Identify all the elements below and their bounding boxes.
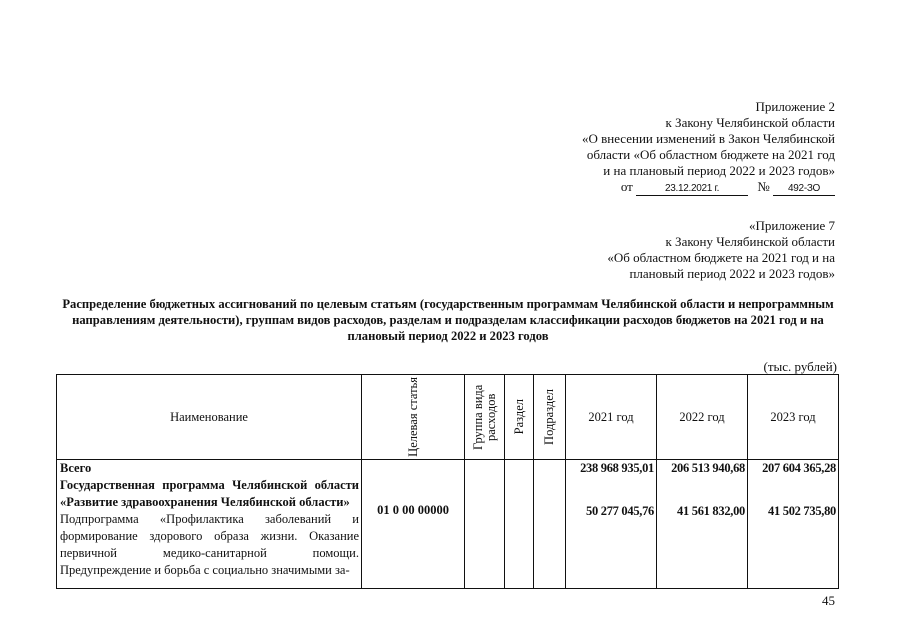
- appendix-7-header: [607, 218, 835, 282]
- total-label: Всего: [60, 461, 92, 475]
- appendix-line: и на плановый период 2022 и 2023 годов»: [603, 163, 835, 178]
- appendix-line: плановый период 2022 и 2023 годов»: [629, 266, 835, 281]
- total-2021: 238 968 935,01: [580, 461, 654, 475]
- table-row: [57, 460, 839, 589]
- header-row: [57, 375, 839, 460]
- from-label: от: [620, 179, 633, 194]
- number-label: №: [757, 179, 770, 194]
- total-2022: 206 513 940,68: [671, 461, 745, 475]
- appendix-line: «О внесении изменений в Закон Челябинской: [581, 131, 835, 146]
- total-2023: 207 604 365,28: [762, 461, 836, 475]
- header-2022: 2022 год: [657, 375, 748, 460]
- appendix-line: к Закону Челябинской области: [665, 234, 835, 249]
- header-section: Раздел: [505, 375, 534, 460]
- law-number: 492-ЗО: [773, 183, 835, 196]
- appendix-line: «Об областном бюджете на 2021 год и на: [607, 250, 835, 265]
- header-2023: 2023 год: [748, 375, 839, 460]
- amount-2022-cell: [657, 460, 748, 589]
- program-label: Государственная программа Челябинской области «Развитие здравоохранения Челябинской области»: [60, 478, 359, 509]
- section-cell: [505, 460, 534, 589]
- appendix-line: области «Об областном бюджете на 2021 год: [586, 147, 835, 162]
- target-code-cell: 01 0 00 00000: [362, 460, 465, 589]
- appendix-line: к Закону Челябинской области: [665, 115, 835, 130]
- program-2023: 41 502 735,80: [768, 504, 836, 518]
- document-title: Распределение бюджетных ассигнований по целевым статьям (государственным программам Челябинской области и непрограммным направлениям деятельности), группам видов расходов, разделам и подразделам классификации расходов бюджетов на 2021 год и на плановый период 2022 и 2023 годов: [62, 297, 834, 343]
- amount-2023-cell: [748, 460, 839, 589]
- group-cell: [465, 460, 505, 589]
- header-subsection: Подраздел: [534, 375, 566, 460]
- program-2022: 41 561 832,00: [677, 504, 745, 518]
- appendix-line: Приложение 2: [755, 99, 835, 114]
- law-date: 23.12.2021 г.: [636, 183, 748, 196]
- program-2021: 50 277 045,76: [586, 504, 654, 518]
- subsection-cell: [534, 460, 566, 589]
- units-label: (тыс. рублей): [763, 359, 837, 374]
- appendix-2-header: [582, 99, 835, 196]
- appendix-line: «Приложение 7: [748, 218, 835, 233]
- header-group: Группа вида расходов: [465, 375, 505, 460]
- budget-table: [56, 374, 839, 589]
- header-name: Наименование: [57, 375, 362, 460]
- law-date-number-row: [582, 179, 835, 196]
- amount-2021-cell: [566, 460, 657, 589]
- header-target: Целевая статья: [362, 375, 465, 460]
- header-2021: 2021 год: [566, 375, 657, 460]
- subprogram-text: Подпрограмма «Профилактика заболеваний и формирование здорового образа жизни. Оказание первичной медико-санитарной помощи. Предупреждение и борьба с социально значимыми за-: [60, 512, 359, 577]
- page-number: 45: [822, 593, 835, 608]
- name-cell: [57, 460, 362, 589]
